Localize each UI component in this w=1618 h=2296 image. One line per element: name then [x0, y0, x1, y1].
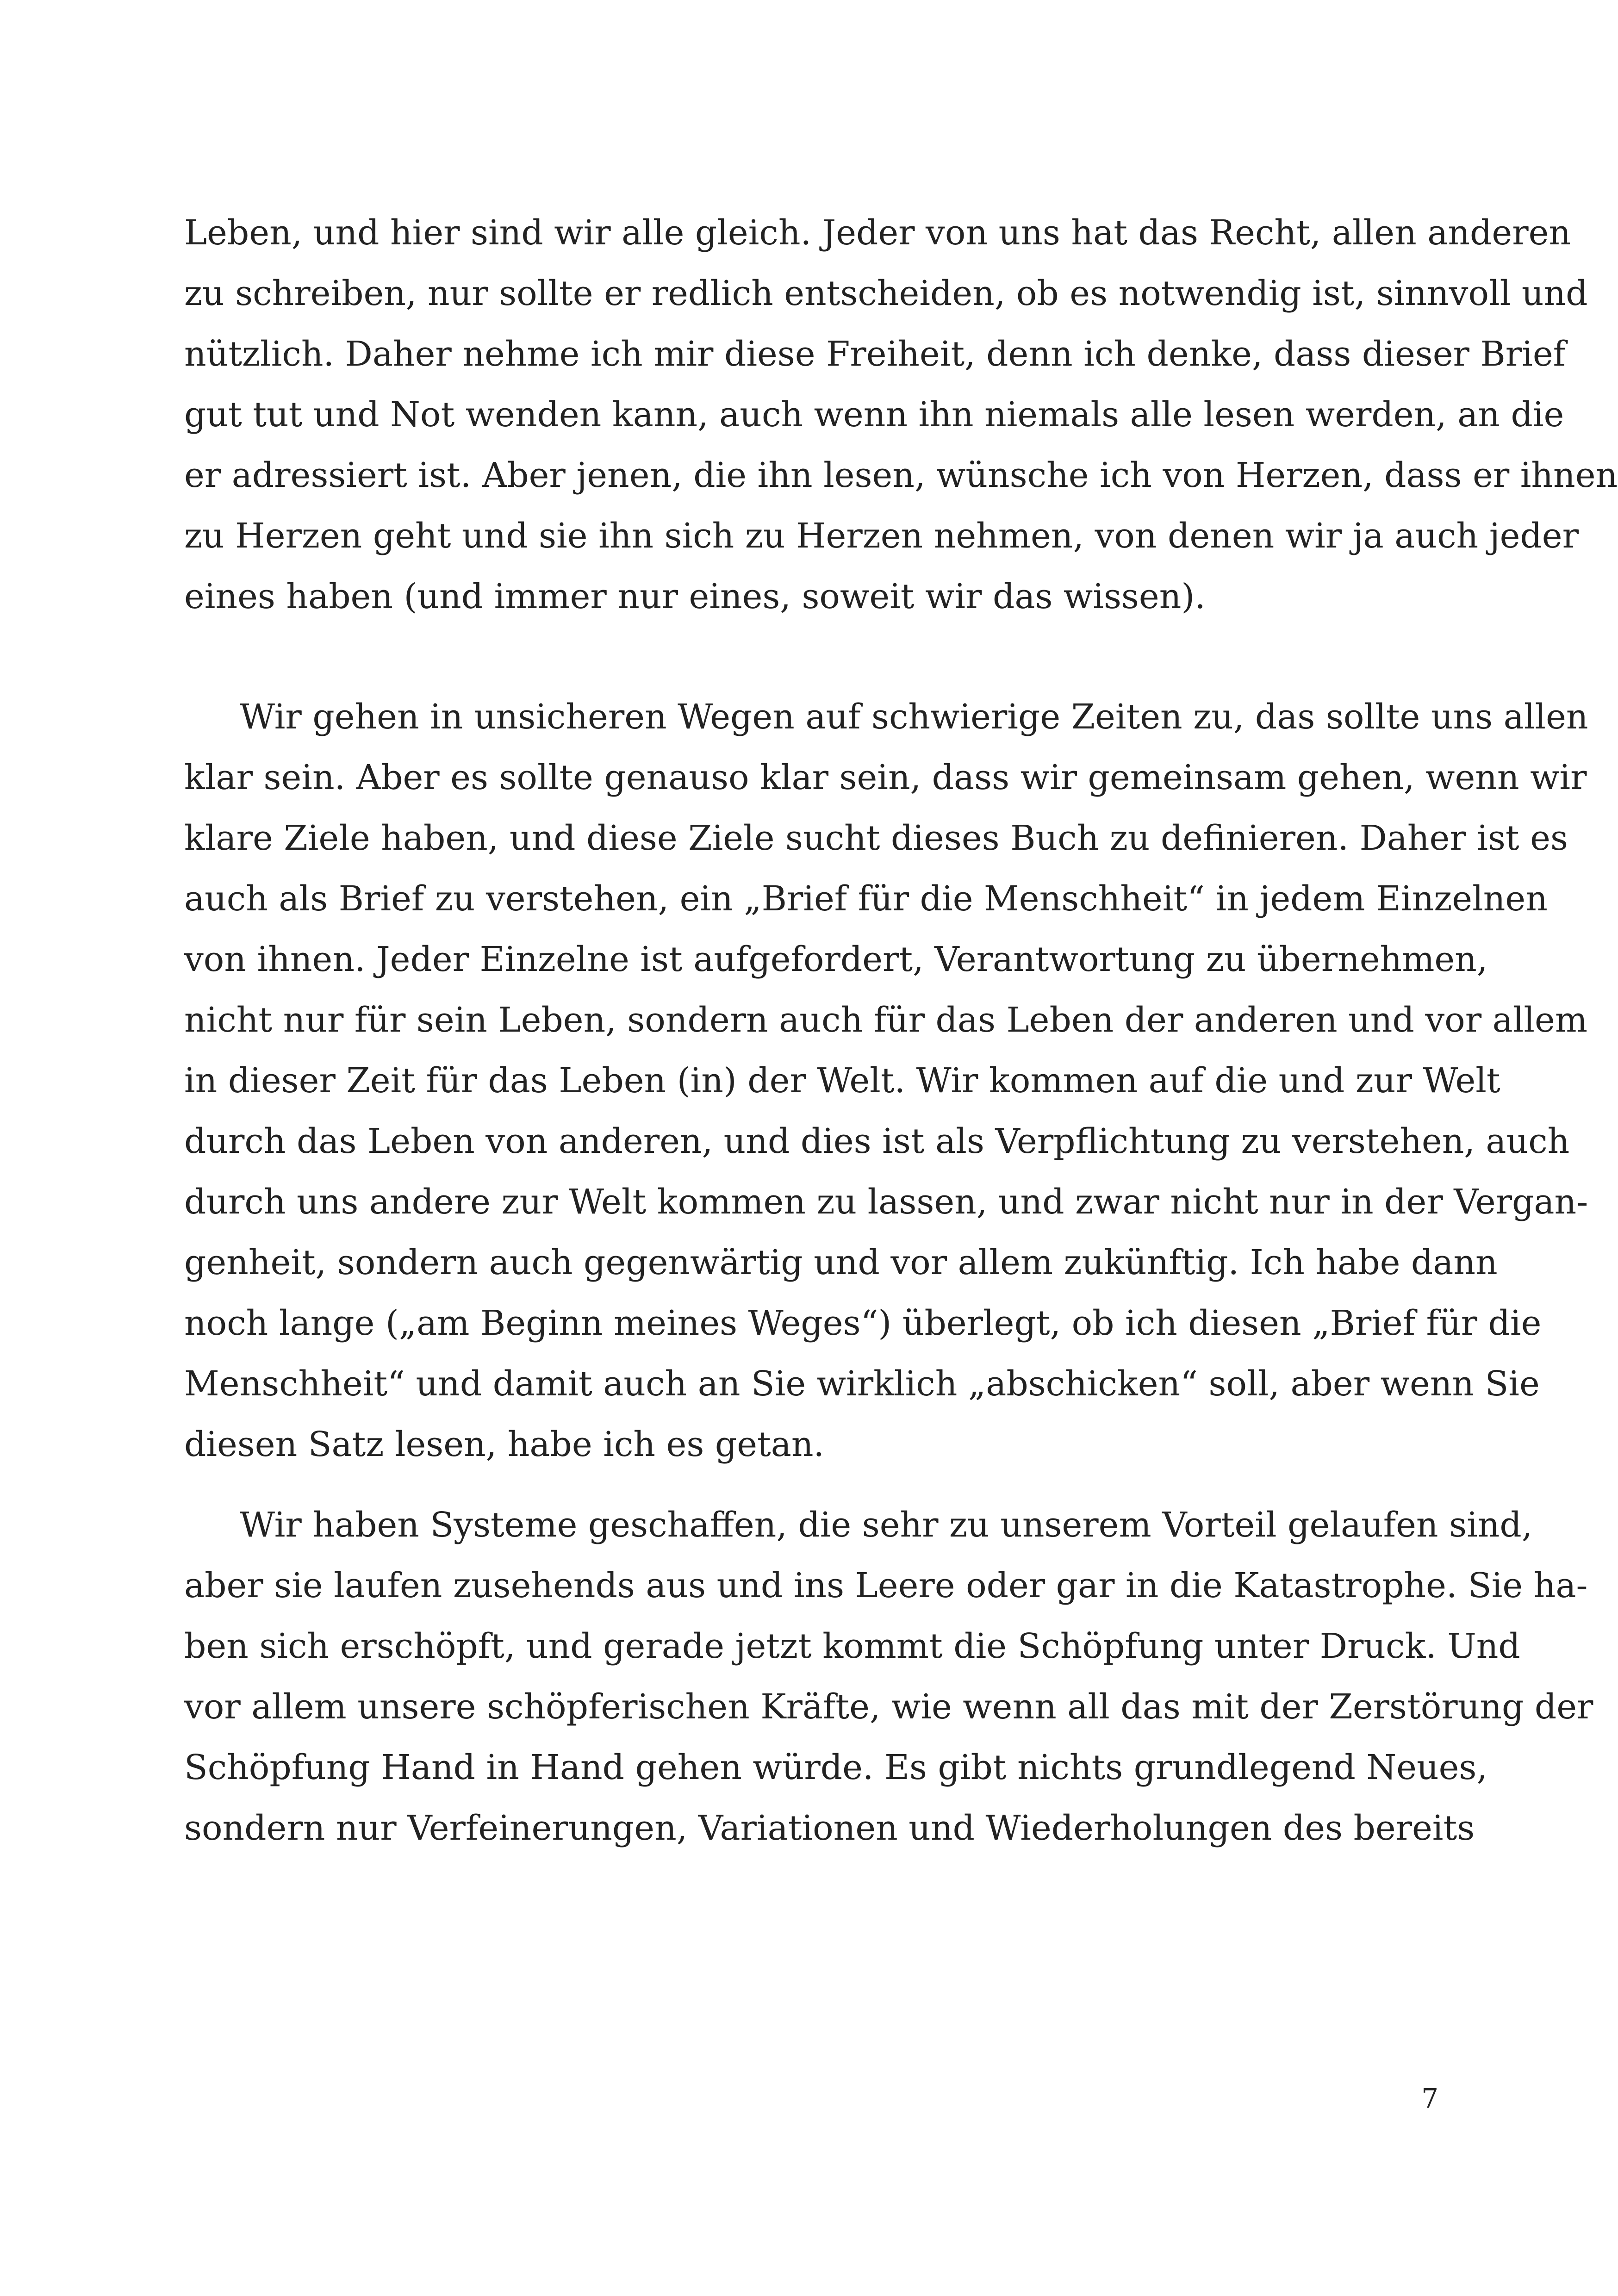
text-line: Leben, und hier sind wir alle gleich. Jeder von uns hat das Recht, allen anderen: [184, 213, 1571, 253]
text-line: Wir gehen in unsicheren Wegen auf schwierige Zeiten zu, das sollte uns allen: [240, 697, 1588, 737]
text-line: nicht nur für sein Leben, sondern auch für das Leben der anderen und vor allem: [184, 1000, 1588, 1040]
text-line: Wir haben Systeme geschaffen, die sehr zu unserem Vorteil gelaufen sind,: [240, 1505, 1533, 1545]
text-line: in dieser Zeit für das Leben (in) der Welt. Wir kommen auf die und zur Welt: [184, 1061, 1500, 1101]
text-line: aber sie laufen zusehends aus und ins Leere oder gar in die Katastrophe. Sie ha-: [184, 1566, 1588, 1605]
text-line: klare Ziele haben, und diese Ziele sucht dieses Buch zu definieren. Daher ist es: [184, 818, 1568, 858]
text-line: klar sein. Aber es sollte genauso klar sein, dass wir gemeinsam gehen, wenn wir: [184, 758, 1587, 797]
text-line: Schöpfung Hand in Hand gehen würde. Es gibt nichts grundlegend Neues,: [184, 1748, 1487, 1787]
text-line: vor allem unsere schöpferischen Kräfte, wie wenn all das mit der Zerstörung der: [184, 1687, 1593, 1727]
text-line: gut tut und Not wenden kann, auch wenn ihn niemals alle lesen werden, an die: [184, 395, 1564, 435]
text-line: durch uns andere zur Welt kommen zu lassen, und zwar nicht nur in der Vergan-: [184, 1182, 1588, 1222]
text-line: eines haben (und immer nur eines, soweit wir das wissen).: [184, 577, 1206, 616]
text-line: sondern nur Verfeinerungen, Variationen und Wiederholungen des bereits: [184, 1808, 1475, 1848]
text-line: noch lange („am Beginn meines Weges“) überlegt, ob ich diesen „Brief für die: [184, 1303, 1542, 1343]
page-number: 7: [1421, 2083, 1438, 2114]
text-line: genheit, sondern auch gegenwärtig und vor allem zukünftig. Ich habe dann: [184, 1243, 1498, 1282]
paragraph-2: [184, 687, 1588, 1475]
text-line: ben sich erschöpft, und gerade jetzt kommt die Schöpfung unter Druck. Und: [184, 1626, 1520, 1666]
text-line: durch das Leben von anderen, und dies ist als Verpflichtung zu verstehen, auch: [184, 1121, 1570, 1161]
text-line: er adressiert ist. Aber jenen, die ihn lesen, wünsche ich von Herzen, dass er ihnen: [184, 455, 1618, 495]
text-line: auch als Brief zu verstehen, ein „Brief für die Menschheit“ in jedem Einzelnen: [184, 879, 1548, 919]
text-line: Menschheit“ und damit auch an Sie wirklich „abschicken“ soll, aber wenn Sie: [184, 1364, 1540, 1404]
text-line: nützlich. Daher nehme ich mir diese Freiheit, denn ich denke, dass dieser Brief: [184, 334, 1566, 374]
text-line: zu schreiben, nur sollte er redlich entscheiden, ob es notwendig ist, sinnvoll und: [184, 274, 1588, 313]
text-line: zu Herzen geht und sie ihn sich zu Herzen nehmen, von denen wir ja auch jeder: [184, 516, 1579, 556]
paragraph-3: [184, 1495, 1593, 1859]
text-line: von ihnen. Jeder Einzelne ist aufgefordert, Verantwortung zu übernehmen,: [184, 940, 1488, 979]
text-line: diesen Satz lesen, habe ich es getan.: [184, 1425, 825, 1464]
paragraph-1: [184, 203, 1618, 627]
